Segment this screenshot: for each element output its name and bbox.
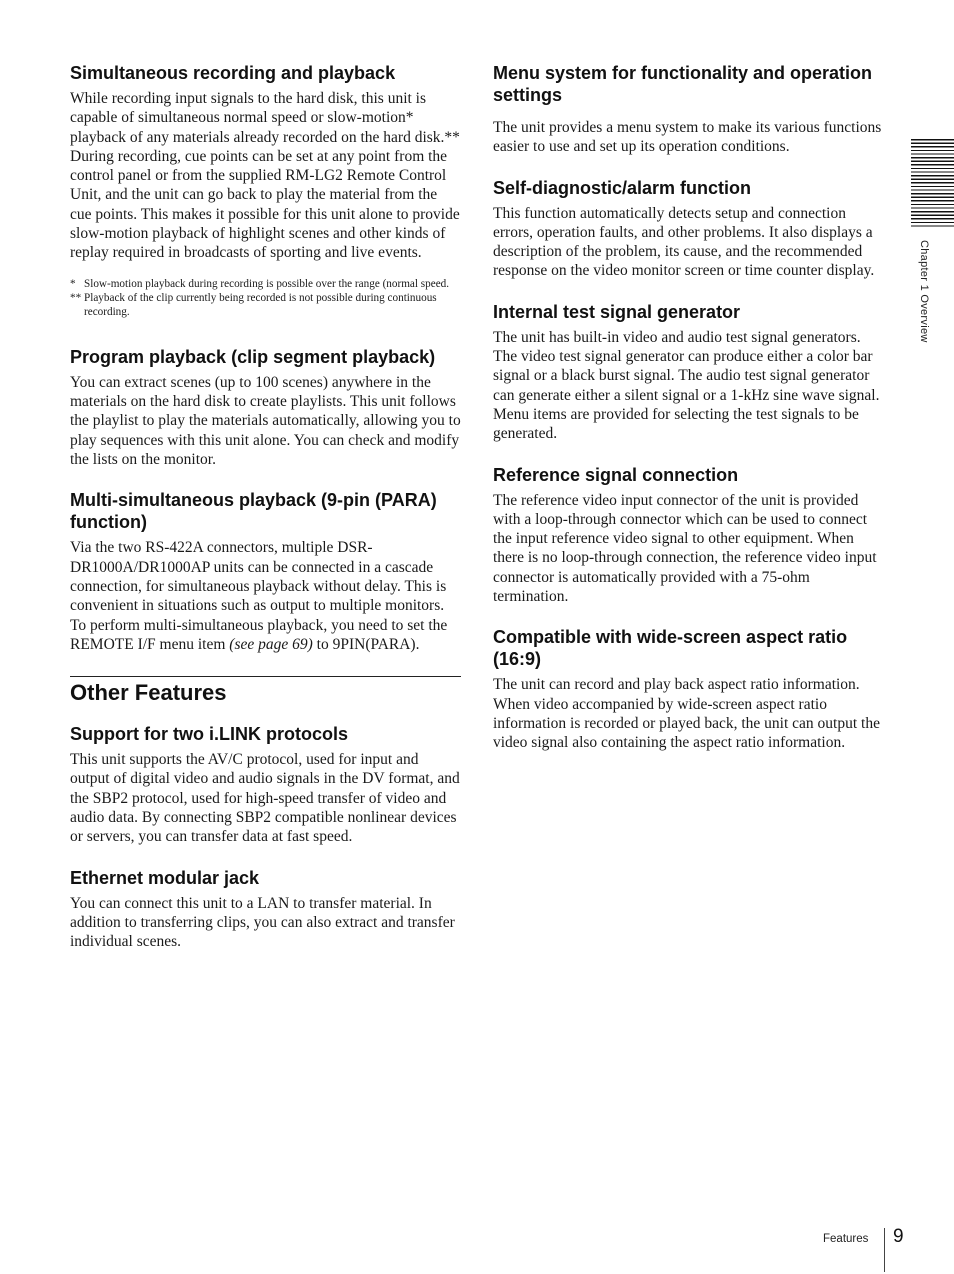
chapter-tab-marker	[911, 139, 954, 229]
footnote-mark: *	[70, 277, 76, 290]
footnote-mark: **	[70, 292, 82, 305]
body-text: Via the two RS-422A connectors, multiple DSR-DR1000A/DR1000AP units can be connected in a cascade connection, for simultaneous playback without delay. This is convenient in situations such as output to multiple monitors. To perform multi-simultaneous playback, you need to set the REMOTE I/F menu item	[70, 539, 448, 653]
footnote-1	[70, 277, 461, 291]
section-body: The unit can record and play back aspect ratio information. When video accompanied by wide-screen aspect ratio information is recorded or played back, the unit can output the video signal also containing the aspect ratio information.	[493, 676, 880, 752]
section-wide-screen	[493, 626, 885, 752]
footnote-2	[70, 291, 461, 320]
section-simultaneous-recording	[70, 62, 461, 263]
section-body: You can connect this unit to a LAN to transfer material. In addition to transferring clips, you can also extract and transfer individual scenes.	[70, 894, 455, 951]
major-heading: Other Features	[70, 680, 227, 706]
section-ilink-protocols	[70, 723, 461, 846]
right-column	[493, 62, 885, 773]
page-reference-link[interactable]: (see page 69)	[229, 635, 313, 653]
section-heading: Menu system for functionality and operation settings	[493, 63, 873, 105]
section-body: While recording input signals to the hard disk, this unit is capable of simultaneous normal speed or slow-motion* playback of any materials already recorded on the hard disk.** During recording, cue points can be set at any point from the control panel or from the supplied RM-LG2 Remote Control Unit, and the unit can go back to play the material from the cue points. This makes it possible for this unit alone to provide slow-motion playback of highlight scenes and other kinds of replay required in broadcasts of sporting and live events.	[70, 90, 460, 262]
section-heading: Multi-simultaneous playback (9-pin (PARA) function)	[70, 490, 437, 533]
section-body: The unit has built-in video and audio test signal generators. The video test signal generator can produce either a color bar signal or a black burst signal. The audio test signal generator can generate either a silent signal or a 1-kHz sine wave signal. Menu items are provided for selecting the test signals to be generated.	[493, 328, 880, 443]
section-ethernet-jack	[70, 867, 461, 952]
page-number: 9	[893, 1226, 904, 1247]
section-heading: Internal test signal generator	[493, 301, 741, 322]
section-heading: Self-diagnostic/alarm function	[493, 177, 752, 198]
section-program-playback	[70, 346, 461, 469]
body-text: to 9PIN(PARA).	[312, 635, 420, 653]
section-heading: Ethernet modular jack	[70, 867, 260, 888]
major-heading-block	[70, 676, 461, 705]
section-multi-simultaneous-playback	[70, 489, 461, 654]
section-reference-signal	[493, 464, 885, 607]
footnote-text: Slow-motion playback during recording is possible over the range (normal speed.	[84, 277, 450, 290]
section-body: The unit provides a menu system to make its various functions easier to use and set up its operation conditions.	[493, 119, 882, 156]
section-test-signal-generator	[493, 301, 885, 444]
footnote-text: Playback of the clip currently being recorded is not possible during continuous recording.	[84, 292, 437, 319]
footer-divider	[884, 1228, 885, 1272]
section-body: This function automatically detects setup and connection errors, operation faults, and other problems. It also displays a description of the problem, its cause, and the recommended response on the video monitor screen or time counter display.	[493, 204, 875, 280]
section-menu-system	[493, 62, 885, 157]
section-heading: Program playback (clip segment playback)	[70, 346, 436, 367]
section-heading: Compatible with wide-screen aspect ratio (16:9)	[493, 627, 848, 670]
footer-section-label: Features	[823, 1233, 869, 1245]
section-body: This unit supports the AV/C protocol, used for input and output of digital video and audio signals in the DV format, and the SBP2 protocol, used for high-speed transfer of video and audio data. By connecting SBP2 compatible nonlinear devices or servers, you can transfer data at fast speed.	[70, 751, 460, 846]
section-body: The reference video input connector of the unit is provided with a loop-through connector which can be used to connect the input reference video signal to other equipment. When there is no loop-through connection, the reference video input connector is automatically provided with a 75-ohm termination.	[493, 491, 877, 606]
section-heading: Reference signal connection	[493, 464, 739, 485]
section-body	[70, 538, 461, 654]
left-column	[70, 62, 461, 972]
section-body: You can extract scenes (up to 100 scenes) anywhere in the materials on the hard disk to create playlists. This unit follows the playlist to play the materials automatically, allowing you to play sequences with this unit alone. You can check and modify the lists on the monitor.	[70, 373, 461, 469]
section-self-diagnostic	[493, 177, 885, 281]
section-heading: Simultaneous recording and playback	[70, 63, 396, 83]
section-heading: Support for two i.LINK protocols	[70, 724, 348, 745]
footnotes	[70, 277, 461, 320]
chapter-label: Chapter 1 Overview	[918, 240, 930, 343]
